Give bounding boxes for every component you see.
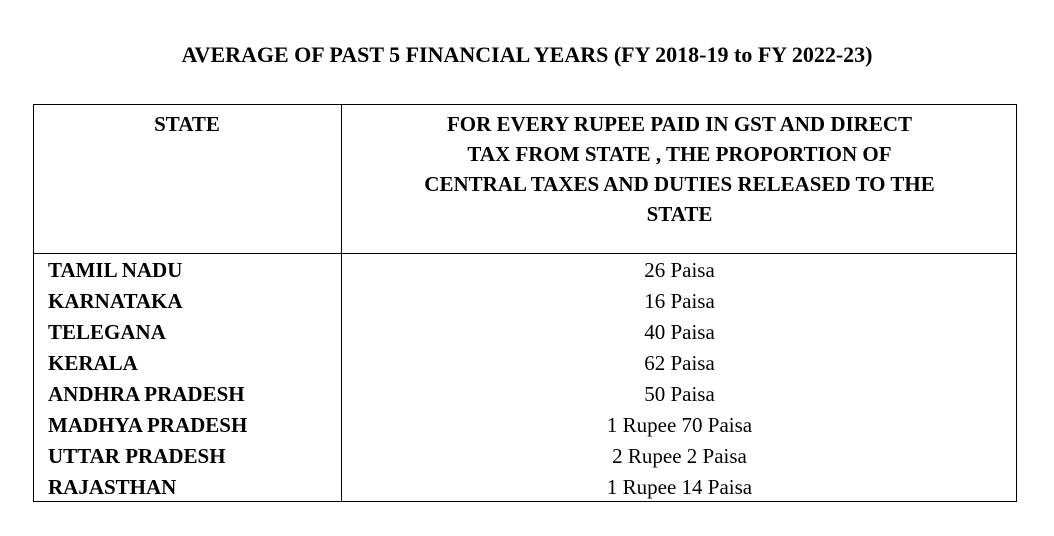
row-state-name: ANDHRA PRADESH	[48, 382, 245, 406]
table-row	[33, 286, 1017, 317]
table-row	[33, 348, 1017, 379]
table-row	[33, 472, 1017, 503]
row-proportion-value: 16 Paisa	[644, 289, 715, 313]
row-proportion-value: 50 Paisa	[644, 382, 715, 406]
column-header-line: CENTRAL TAXES AND DUTIES RELEASED TO THE	[424, 172, 935, 196]
table-row	[33, 410, 1017, 441]
header-divider	[33, 253, 1017, 254]
row-proportion-value: 1 Rupee 14 Paisa	[606, 475, 753, 499]
row-proportion-value: 1 Rupee 70 Paisa	[606, 413, 753, 437]
row-state-name: KERALA	[48, 351, 138, 375]
row-proportion-value: 2 Rupee 2 Paisa	[612, 444, 747, 468]
row-proportion-value: 26 Paisa	[644, 258, 715, 282]
column-header-line: TAX FROM STATE , THE PROPORTION OF	[467, 142, 892, 166]
column-header-state: STATE	[154, 112, 220, 136]
table-row	[33, 441, 1017, 472]
page-title: AVERAGE OF PAST 5 FINANCIAL YEARS (FY 2018-19 to FY 2022-23)	[181, 42, 873, 67]
row-proportion-value: 62 Paisa	[644, 351, 715, 375]
table-row	[33, 255, 1017, 286]
table-row	[33, 317, 1017, 348]
row-state-name: TAMIL NADU	[48, 258, 183, 282]
row-state-name: KARNATAKA	[48, 289, 183, 313]
row-state-name: TELEGANA	[48, 320, 166, 344]
row-state-name: UTTAR PRADESH	[48, 444, 226, 468]
column-header-line: FOR EVERY RUPEE PAID IN GST AND DIRECT	[446, 112, 912, 136]
table-row	[33, 379, 1017, 410]
row-state-name: RAJASTHAN	[48, 475, 177, 499]
row-proportion-value: 40 Paisa	[644, 320, 715, 344]
column-header-line: STATE	[646, 202, 713, 226]
row-state-name: MADHYA PRADESH	[48, 413, 248, 437]
column-header-proportion	[342, 109, 1017, 229]
